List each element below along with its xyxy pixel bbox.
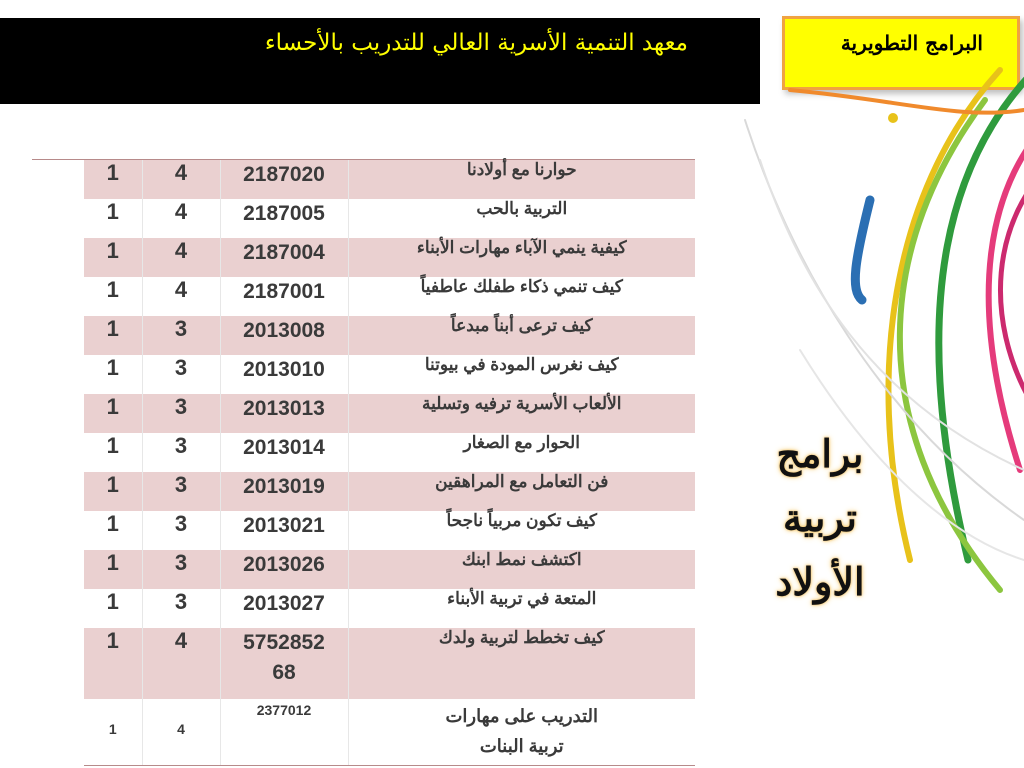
- program-name-line-1: التدريب على مهارات: [445, 706, 598, 726]
- program-name-cell: الحوار مع الصغار: [348, 433, 695, 472]
- hours-cell: 4: [142, 277, 220, 316]
- table-row: [84, 394, 695, 433]
- arc-pink: [989, 110, 1024, 470]
- side-title: برامج تربية الأولاد: [775, 431, 865, 604]
- table-row: [84, 433, 695, 472]
- hours-cell: 3: [142, 433, 220, 472]
- table-row: [84, 628, 695, 699]
- header-title: معهد التنمية الأسرية العالي للتدريب بالأحساء: [264, 30, 688, 56]
- program-name-cell: التربية بالحب: [348, 199, 695, 238]
- hours-cell: 3: [142, 355, 220, 394]
- code-cell: 2013027: [220, 589, 348, 628]
- sections-cell: 1: [84, 628, 142, 699]
- hours-cell: 3: [142, 472, 220, 511]
- hours-cell: 3: [142, 316, 220, 355]
- program-name-cell: الألعاب الأسرية ترفيه وتسلية: [348, 394, 695, 433]
- table-row: [84, 277, 695, 316]
- program-name-cell: كيف تخطط لتربية ولدك: [348, 628, 695, 699]
- program-name-cell: كيفية ينمي الآباء مهارات الأبناء: [348, 238, 695, 277]
- table-row: [84, 160, 695, 199]
- code-cell: 2187005: [220, 199, 348, 238]
- sections-cell: 1: [84, 511, 142, 550]
- program-name-cell: كيف نغرس المودة في بيوتنا: [348, 355, 695, 394]
- sections-cell: 1: [84, 277, 142, 316]
- table-row: [84, 355, 695, 394]
- hours-cell: 3: [142, 589, 220, 628]
- code-cell: 2187020: [220, 160, 348, 199]
- sections-cell: 1: [84, 355, 142, 394]
- code-cell: [220, 628, 348, 699]
- table-row: [84, 316, 695, 355]
- program-name-cell: المتعة في تربية الأبناء: [348, 589, 695, 628]
- arc-yellow: [888, 70, 1000, 560]
- hours-cell: 4: [142, 160, 220, 199]
- sections-cell: 1: [84, 238, 142, 277]
- program-name-cell: [348, 699, 695, 765]
- sections-cell: 1: [84, 160, 142, 199]
- code-cell: 2013010: [220, 355, 348, 394]
- table-row: [84, 699, 695, 765]
- arc-orange: [790, 90, 1024, 113]
- code-cell: 2377012: [220, 699, 348, 765]
- code-cell: 2013008: [220, 316, 348, 355]
- dot-yellow: [888, 113, 898, 123]
- code-cell: 2013013: [220, 394, 348, 433]
- sections-cell: 1: [84, 316, 142, 355]
- hours-cell: 4: [142, 628, 220, 699]
- arc-green-light: [900, 100, 1000, 590]
- code-cell: 2187001: [220, 277, 348, 316]
- arc-green-dark: [939, 60, 1024, 560]
- code-line-2: 68: [272, 661, 296, 684]
- program-name-line-2: تربية البنات: [479, 736, 564, 756]
- table-row: [84, 511, 695, 550]
- program-name-cell: كيف تكون مربياً ناجحاً: [348, 511, 695, 550]
- hours-cell: 4: [142, 238, 220, 277]
- code-cell: 2013019: [220, 472, 348, 511]
- program-badge[interactable]: [782, 16, 1020, 90]
- program-name-cell: حوارنا مع أولادنا: [348, 160, 695, 199]
- code-cell: 2187004: [220, 238, 348, 277]
- program-badge-label: البرامج التطويرية: [840, 31, 983, 55]
- hours-cell: 3: [142, 511, 220, 550]
- arc-magenta: [1000, 160, 1024, 400]
- program-name-cell: كيف تنمي ذكاء طفلك عاطفياً: [348, 277, 695, 316]
- table-bottom-rule: [84, 765, 695, 766]
- sections-cell: 1: [84, 472, 142, 511]
- table-row: [84, 199, 695, 238]
- sections-cell: 1: [84, 550, 142, 589]
- code-line-1: 5752852: [243, 631, 325, 654]
- sections-cell: 1: [84, 589, 142, 628]
- table-row: [84, 472, 695, 511]
- table-row: [84, 238, 695, 277]
- hours-cell: 4: [142, 199, 220, 238]
- code-cell: 2013026: [220, 550, 348, 589]
- code-cell: 2013014: [220, 433, 348, 472]
- sections-cell: 1: [84, 433, 142, 472]
- table-row: [84, 550, 695, 589]
- hours-cell: 4: [142, 699, 220, 765]
- sections-cell: 1: [84, 199, 142, 238]
- program-name-cell: اكتشف نمط ابنك: [348, 550, 695, 589]
- arc-blue: [855, 200, 870, 300]
- sections-cell: 1: [84, 699, 142, 765]
- sections-cell: 1: [84, 394, 142, 433]
- table-row: [84, 589, 695, 628]
- header-bar: [0, 18, 760, 104]
- program-name-cell: كيف ترعى أبناً مبدعاً: [348, 316, 695, 355]
- programs-table: [84, 160, 695, 765]
- hours-cell: 3: [142, 550, 220, 589]
- code-cell: 2013021: [220, 511, 348, 550]
- hours-cell: 3: [142, 394, 220, 433]
- program-name-cell: فن التعامل مع المراهقين: [348, 472, 695, 511]
